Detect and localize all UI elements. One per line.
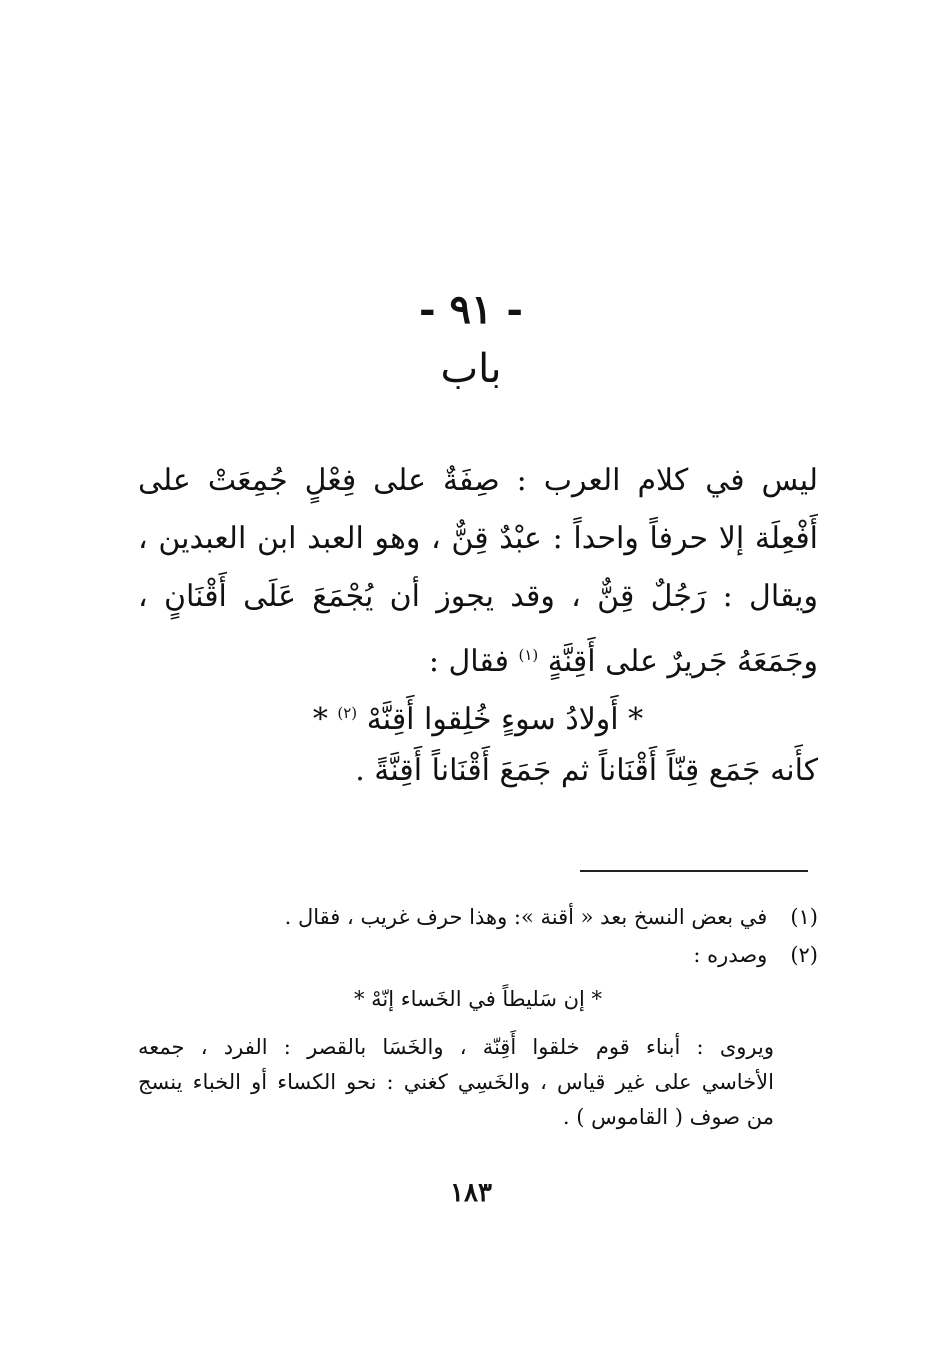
main-text	[138, 452, 818, 800]
verse-text: * أَولادُ سوءٍ خُلِقوا أَقِنَّهْ	[366, 702, 644, 737]
footnote-divider	[580, 870, 808, 872]
footnote-verse: * إن سَليطاً في الخَساء إنّهْ *	[353, 987, 603, 1011]
footnote-para-line: من صوف ( القاموس ) .	[562, 1105, 774, 1129]
footnote-1	[138, 898, 818, 936]
footnote-paragraph	[138, 1030, 818, 1135]
verse-line	[138, 684, 818, 742]
footnote-ref: (١)	[518, 646, 539, 664]
chapter-title: باب	[440, 346, 502, 392]
body-line	[138, 626, 818, 684]
footnote-text: وصدره :	[693, 943, 768, 967]
footnote-para-line: ويروى : أبناء قوم خلقوا أَقِنّة ، والخَسَا بالقصر : الفرد ، جمعه	[138, 1035, 774, 1059]
body-line: ليس في كلام العرب : صِفَةٌ على فِعْلٍ جُمِعَتْ على	[138, 463, 818, 498]
verse-end: *	[312, 702, 328, 737]
footnote-number: (٢)	[790, 943, 818, 967]
footnote-para-line: الأخاسي على غير قياس ، والخَسِي كغني : نحو الكساء أو الخباء ينسج	[138, 1070, 774, 1094]
body-line-text: فقال :	[428, 644, 509, 679]
footnote-2	[138, 936, 818, 974]
body-line: أَفْعِلَة إلا حرفاً واحداً : عبْدٌ قِنٌّ ، وهو العبد ابن العبدين ،	[138, 521, 818, 556]
footnote-ref: (٢)	[337, 704, 358, 722]
closing-line: كأَنه جَمَع قِنّاً أَقْنَاناً ثم جَمَعَ أَقْنَاناً أَقِنَّةً .	[355, 753, 818, 788]
footnote-text: في بعض النسخ بعد « أقنة »: وهذا حرف غريب ، فقال .	[284, 905, 768, 929]
footnotes	[138, 898, 818, 1135]
chapter-number: - ٩١ -	[418, 286, 524, 333]
body-line: ويقال : رَجُلٌ قِنٌّ ، وقد يجوز أن يُجْمَعَ عَلَى أَقْنَانٍ ،	[138, 579, 818, 614]
footnote-number: (١)	[790, 905, 818, 929]
page-number: ١٨٣	[450, 1178, 492, 1208]
body-line-text: وجَمَعَهُ جَريرٌ على أَقِنَّةٍ	[547, 644, 818, 679]
